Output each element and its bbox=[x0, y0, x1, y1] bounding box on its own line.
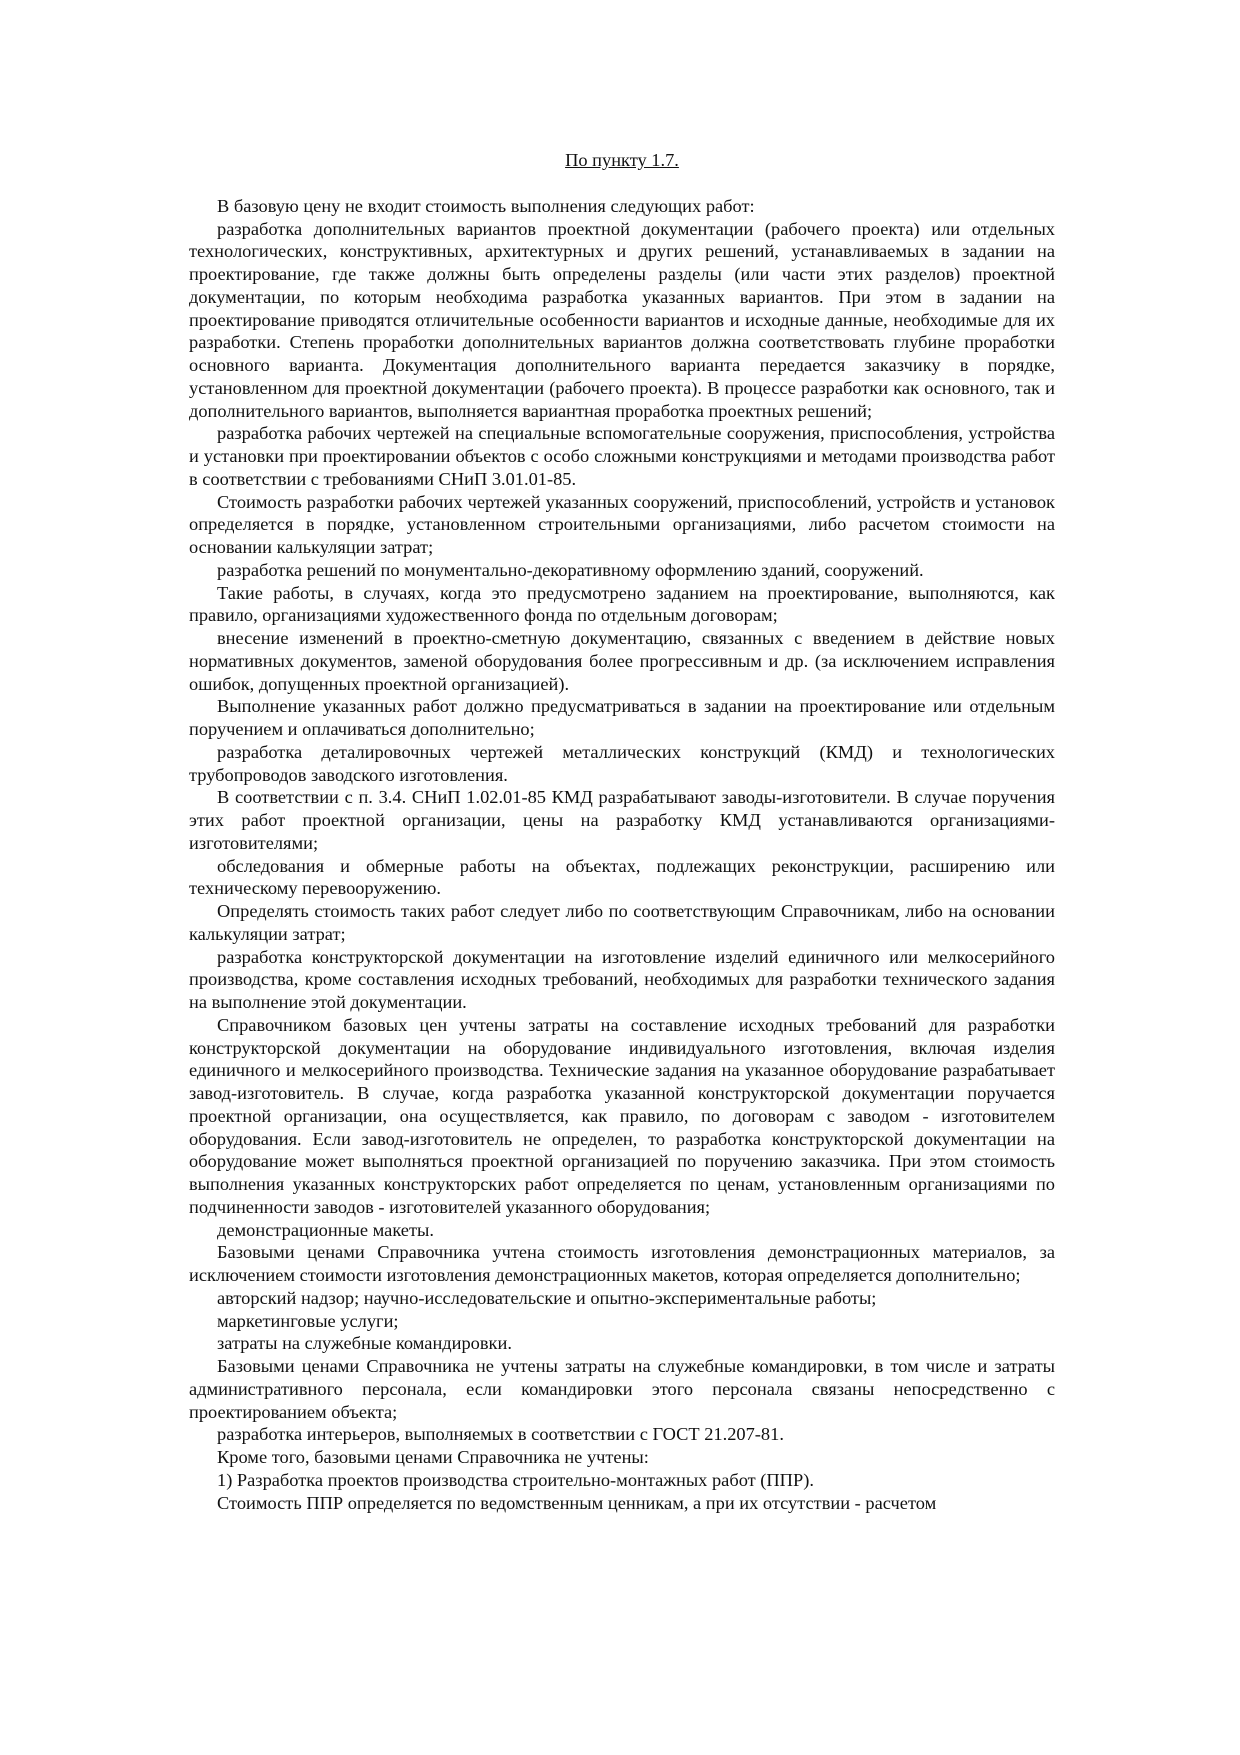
paragraph-marketing: маркетинговые услуги; bbox=[217, 1310, 399, 1331]
paragraph-monumental: разработка решений по монументально-декоративному оформлению зданий, сооружений. bbox=[217, 559, 924, 580]
paragraph-models: демонстрационные макеты. bbox=[217, 1219, 434, 1240]
paragraph-travel-cost: Базовыми ценами Справочника не учтены затраты на служебные командировки, в том числе и затраты административного персонала, если командировки этого персонала связаны непосредственно с проектированием объекта; bbox=[189, 1356, 1055, 1422]
paragraph-also-not-included: Кроме того, базовыми ценами Справочника не учтены: bbox=[217, 1447, 649, 1467]
paragraph-changes: внесение изменений в проектно-сметную документацию, связанных с введением в действие новых нормативных документов, заменой оборудования более прогрессивным и др. (за исключением исправления ошибок, допущенных проектной организацией). bbox=[189, 628, 1055, 694]
paragraph-kmd: разработка деталировочных чертежей металлических конструкций (КМД) и технологических трубопроводов заводского изготовления. bbox=[189, 741, 1055, 785]
paragraph-models-cost: Базовыми ценами Справочника учтена стоимость изготовления демонстрационных материалов, за исключением стоимости изготовления демонстрационных макетов, которая определяется дополнительно; bbox=[189, 1242, 1055, 1285]
paragraph-kmd-snip: В соответствии с п. 3.4. СНиП 1.02.01-85 КМД разрабатывают заводы-изготовители. В случае поручения этих работ проектной организации, цены на разработку КМД устанавливаются организациями-изготовителями; bbox=[189, 787, 1055, 853]
paragraph-ppr-cost: Стоимость ППР определяется по ведомственным ценникам, а при их отсутствии - расчетом bbox=[217, 1492, 937, 1513]
paragraph-design-docs: разработка конструкторской документации на изготовление изделий единичного или мелкосерийного производства, кроме составления исходных требований, необходимых для разработки технического задания на выполнение этой документации. bbox=[189, 946, 1055, 1012]
paragraph-supervision: авторский надзор; научно-исследовательские и опытно-экспериментальные работы; bbox=[217, 1287, 877, 1308]
paragraph-reference-costs: Справочником базовых цен учтены затраты на составление исходных требований для разработки конструкторской документации на оборудование индивидуального изготовления, включая изделия единичного и мелкосерийного производства. Технические задания на указанное оборудование разрабатывает завод-изготовитель. В случае, когда разработка указанной конструкторской документации поручается проектной организации, она осуществляется, как правило, по договорам с заводом - изготовителем оборудования. Если завод-изготовитель не определен, то разработка конструкторской документации на оборудование может выполняться проектной организацией по поручению заказчика. При этом стоимость выполнения указанных конструкторских работ определяется по ценам, установленным организациями по подчиненности заводов - изготовителей указанного оборудования; bbox=[189, 1014, 1055, 1217]
document-page bbox=[189, 149, 1055, 1514]
paragraph-drawings-cost: Стоимость разработки рабочих чертежей указанных сооружений, приспособлений, устройств и установок определяется в порядке, установленном строительными организациями, либо расчетом стоимости на основании калькуляции затрат; bbox=[189, 491, 1055, 557]
paragraph-variants: разработка дополнительных вариантов проектной документации (рабочего проекта) или отдельных технологических, конструктивных, архитектурных и других решений, устанавливаемых в задании на проектирование, где также должны быть определены разделы (или части этих разделов) проектной документации, по которым необходима разработка указанных вариантов. При этом в задании на проектирование приводятся отличительные особенности вариантов и исходные данные, необходимые для их разработки. Степень проработки дополнительных вариантов должна соответствовать глубине проработки основного варианта. Документация дополнительного варианта передается заказчику в порядке, установленном для проектной документации (рабочего проекта). В процессе разработки как основного, так и дополнительного вариантов, выполняется вариантная проработка проектных решений; bbox=[189, 218, 1055, 421]
paragraph-ppr: 1) Разработка проектов производства строительно-монтажных работ (ППР). bbox=[217, 1469, 814, 1490]
paragraph-travel: затраты на служебные командировки. bbox=[217, 1333, 512, 1354]
paragraph-art-fund: Такие работы, в случаях, когда это предусмотрено заданием на проектирование, выполняются, как правило, организациями художественного фонда по отдельным договорам; bbox=[189, 582, 1055, 626]
paragraph-surveys-cost: Определять стоимость таких работ следует либо по соответствующим Справочникам, либо на основании калькуляции затрат; bbox=[189, 901, 1055, 944]
paragraph-changes-payment: Выполнение указанных работ должно предусматриваться в задании на проектирование или отдельным поручением и оплачиваться дополнительно; bbox=[189, 696, 1055, 739]
paragraph-surveys: обследования и обмерные работы на объектах, подлежащих реконструкции, расширению или техническому перевооружению. bbox=[189, 855, 1055, 899]
document-body bbox=[189, 195, 1055, 1515]
paragraph-intro: В базовую цену не входит стоимость выполнения следующих работ: bbox=[217, 195, 755, 216]
section-title: По пункту 1.7. bbox=[565, 150, 679, 170]
paragraph-working-drawings: разработка рабочих чертежей на специальные вспомогательные сооружения, приспособления, устройства и установки при проектировании объектов с особо сложными конструкциями и методами производства работ в соответствии с требованиями СНиП 3.01.01-85. bbox=[189, 423, 1055, 489]
paragraph-interiors: разработка интерьеров, выполняемых в соответствии с ГОСТ 21.207-81. bbox=[217, 1424, 784, 1445]
title-spacer bbox=[189, 172, 1055, 195]
